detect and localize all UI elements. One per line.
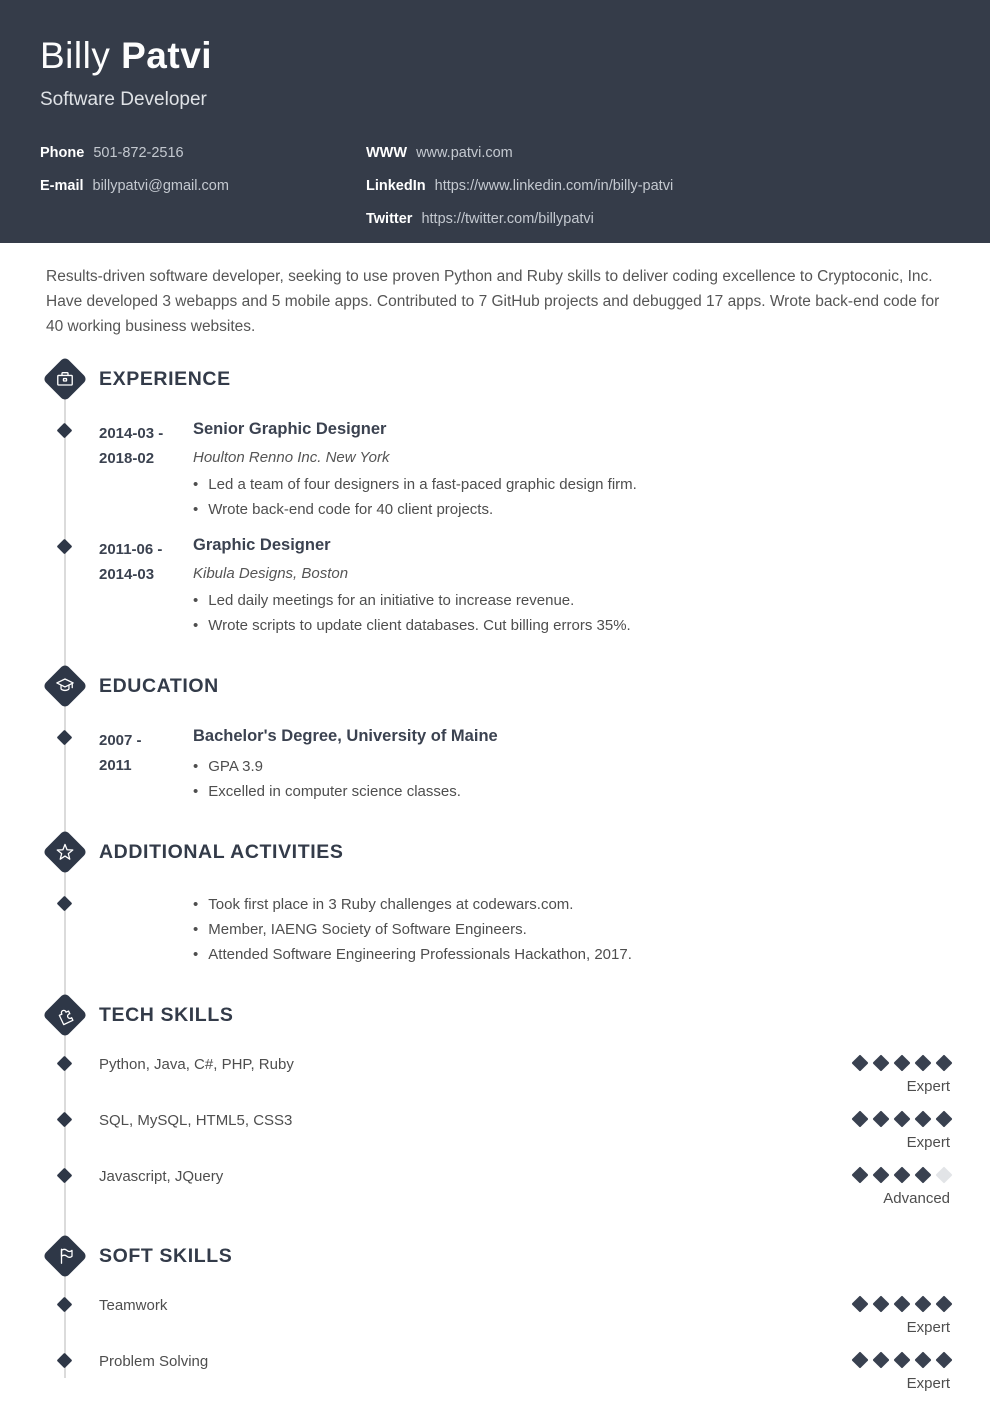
timeline-diamond-marker — [57, 1297, 73, 1313]
entry-dates: 2011-06 - 2014-03 — [99, 541, 163, 583]
skill-name: Python, Java, C#, PHP, Ruby — [99, 1056, 294, 1073]
contact-twitter — [366, 202, 950, 235]
rating-diamond-filled — [852, 1111, 869, 1128]
entry-role: Senior Graphic Designer — [193, 420, 387, 438]
skill-level-label: Expert — [906, 1134, 950, 1151]
contact-phone — [40, 136, 366, 169]
twitter-link[interactable]: https://twitter.com/billypatvi — [421, 210, 594, 227]
bullet-item: • Took first place in 3 Ruby challenges at codewars.com. — [193, 892, 990, 917]
rating-diamond-filled — [852, 1296, 869, 1313]
resume-body — [0, 356, 990, 1410]
rating-diamond-filled — [894, 1352, 911, 1369]
timeline-line — [64, 378, 66, 1378]
rating-diamond-filled — [894, 1111, 911, 1128]
rating-diamond-filled — [873, 1111, 890, 1128]
entry-bullets — [193, 892, 990, 967]
bullet-item: • Member, IAENG Society of Software Engineers. — [193, 917, 990, 942]
flag-icon — [42, 1233, 88, 1279]
rating-diamond-filled — [915, 1167, 932, 1184]
phone-label: Phone — [40, 144, 85, 161]
education-header — [0, 663, 990, 709]
star-icon — [42, 829, 88, 875]
contact-column-left — [40, 136, 366, 235]
website-link[interactable]: www.patvi.com — [416, 144, 513, 161]
linkedin-link[interactable]: https://www.linkedin.com/in/billy-patvi — [434, 177, 674, 194]
rating-diamond-filled — [873, 1296, 890, 1313]
rating-diamonds — [854, 1352, 950, 1366]
soft-skills-header — [0, 1233, 990, 1279]
bullet-item: • Wrote scripts to update client databases. Cut billing errors 35%. — [193, 613, 990, 638]
entry-company: Kibula Designs, Boston — [193, 565, 349, 582]
rating-diamonds — [854, 1167, 950, 1181]
experience-entry — [0, 535, 990, 638]
skill-row — [0, 1055, 990, 1096]
experience-header — [0, 356, 990, 402]
entry-dates: 2007 - 2011 — [99, 732, 142, 774]
rating-diamonds — [854, 1055, 950, 1069]
rating-diamond-filled — [936, 1055, 953, 1072]
activities-title: ADDITIONAL ACTIVITIES — [99, 840, 344, 863]
timeline-diamond-marker — [57, 1056, 73, 1072]
section-experience — [0, 356, 990, 638]
skill-row — [0, 1352, 990, 1393]
timeline-diamond-marker — [57, 1353, 73, 1369]
entry-degree: Bachelor's Degree, University of Maine — [193, 727, 498, 745]
rating-diamond-filled — [894, 1055, 911, 1072]
skill-row — [0, 1111, 990, 1152]
rating-diamond-filled — [936, 1111, 953, 1128]
rating-diamond-filled — [873, 1167, 890, 1184]
rating-diamond-filled — [915, 1111, 932, 1128]
experience-title: EXPERIENCE — [99, 367, 231, 390]
skill-name: Problem Solving — [99, 1353, 209, 1370]
section-tech-skills — [0, 992, 990, 1208]
contact-column-right — [366, 136, 950, 235]
entry-dates: 2014-03 - 2018-02 — [99, 425, 164, 467]
contact-email — [40, 169, 366, 202]
bullet-item: • Attended Software Engineering Professionals Hackathon, 2017. — [193, 942, 990, 967]
rating-diamond-filled — [894, 1296, 911, 1313]
bullet-item: • Led a team of four designers in a fast-paced graphic design firm. — [193, 472, 990, 497]
first-name: Billy — [40, 35, 111, 76]
contact-info — [40, 136, 950, 235]
email-value[interactable]: billypatvi@gmail.com — [92, 177, 229, 194]
timeline-diamond-marker — [57, 423, 73, 439]
timeline-diamond-marker — [57, 896, 73, 912]
rating-diamond-filled — [936, 1352, 953, 1369]
skill-row — [0, 1296, 990, 1337]
skill-level-label: Expert — [906, 1078, 950, 1095]
rating-diamond-filled — [936, 1296, 953, 1313]
skill-level-label: Expert — [906, 1375, 950, 1392]
entry-role: Graphic Designer — [193, 536, 331, 554]
contact-linkedin — [366, 169, 950, 202]
experience-entry — [0, 419, 990, 522]
skill-rating — [854, 1055, 950, 1096]
education-title: EDUCATION — [99, 674, 219, 697]
tech-skills-header — [0, 992, 990, 1038]
email-label: E-mail — [40, 177, 84, 194]
puzzle-icon — [42, 992, 88, 1038]
rating-diamond-filled — [915, 1055, 932, 1072]
rating-diamond-filled — [852, 1055, 869, 1072]
rating-diamonds — [854, 1296, 950, 1310]
twitter-label: Twitter — [366, 210, 413, 227]
activities-header — [0, 829, 990, 875]
skill-level-label: Advanced — [883, 1190, 950, 1207]
skill-rating — [854, 1352, 950, 1393]
section-soft-skills — [0, 1233, 990, 1393]
briefcase-icon — [42, 356, 88, 402]
last-name: Patvi — [121, 35, 213, 76]
timeline-diamond-marker — [57, 730, 73, 746]
skill-rating — [854, 1296, 950, 1337]
job-title: Software Developer — [40, 89, 207, 110]
skill-row — [0, 1167, 990, 1208]
rating-diamond-filled — [873, 1055, 890, 1072]
activities-entry — [0, 892, 990, 967]
bullet-item: • GPA 3.9 — [193, 754, 990, 779]
www-label: WWW — [366, 144, 408, 161]
contact-website — [366, 136, 950, 169]
bullet-item: • Excelled in computer science classes. — [193, 779, 990, 804]
entry-bullets — [193, 754, 990, 804]
skill-rating — [854, 1111, 950, 1152]
graduation-cap-icon — [42, 663, 88, 709]
entry-company: Houlton Renno Inc. New York — [193, 449, 390, 466]
timeline-diamond-marker — [57, 1168, 73, 1184]
section-additional-activities — [0, 829, 990, 967]
bullet-item: • Wrote back-end code for 40 client projects. — [193, 497, 990, 522]
entry-bullets — [193, 472, 990, 522]
rating-diamonds — [854, 1111, 950, 1125]
skill-name: SQL, MySQL, HTML5, CSS3 — [99, 1112, 293, 1129]
professional-summary: Results-driven software developer, seeking to use proven Python and Ruby skills to deliver coding excellence to Cryptoconic, Inc. Have developed 3 webapps and 5 mobile apps. Contributed to 7 GitHub projects and debugged 17 apps. Wrote back-end code for 40 working business websites. — [46, 268, 940, 335]
timeline-diamond-marker — [57, 1112, 73, 1128]
person-name — [40, 34, 950, 78]
entry-bullets — [193, 588, 990, 638]
rating-diamond-filled — [873, 1352, 890, 1369]
rating-diamond-filled — [915, 1296, 932, 1313]
resume-header — [0, 0, 990, 243]
timeline-diamond-marker — [57, 539, 73, 555]
tech-skills-title: TECH SKILLS — [99, 1003, 234, 1026]
skill-rating — [854, 1167, 950, 1208]
bullet-item: • Led daily meetings for an initiative to increase revenue. — [193, 588, 990, 613]
rating-diamond-filled — [894, 1167, 911, 1184]
phone-value: 501-872-2516 — [93, 144, 184, 161]
skill-level-label: Expert — [906, 1319, 950, 1336]
rating-diamond-filled — [852, 1167, 869, 1184]
skill-name: Teamwork — [99, 1297, 168, 1314]
soft-skills-title: SOFT SKILLS — [99, 1244, 233, 1267]
linkedin-label: LinkedIn — [366, 177, 426, 194]
skill-name: Javascript, JQuery — [99, 1168, 224, 1185]
rating-diamond-filled — [852, 1352, 869, 1369]
education-entry — [0, 726, 990, 804]
rating-diamond-filled — [915, 1352, 932, 1369]
section-education — [0, 663, 990, 804]
rating-diamond-empty — [936, 1167, 953, 1184]
